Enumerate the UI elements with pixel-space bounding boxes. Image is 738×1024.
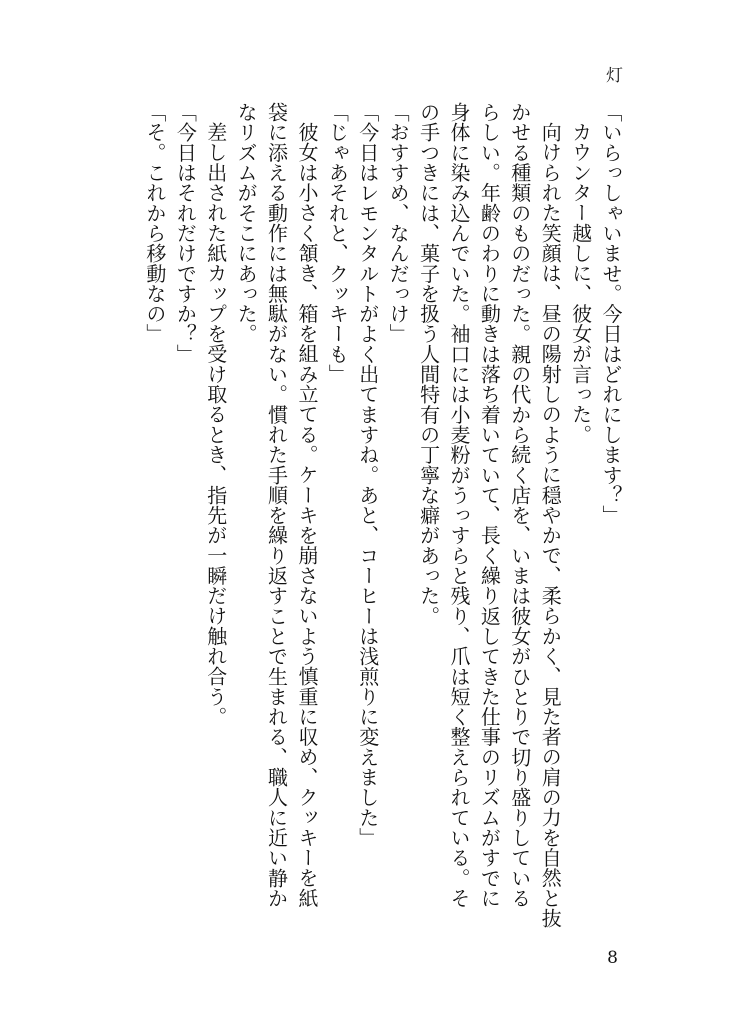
running-title: 灯 (602, 66, 622, 85)
body-text (106, 102, 626, 932)
text-line-4: かせる種類のものだった。親の代から続く店を、いまは彼女がひとりで切り盛りしている (507, 102, 532, 908)
text-line-6: 身体に染み込んでいた。袖口には小麦粉がうっすらと残り、爪は短く整えられている。そ (446, 102, 471, 908)
text-line-7: の手つきには、菓子を扱う人間特有の丁寧な癖があった。 (416, 102, 441, 626)
text-line-1: 「いらっしゃいませ。今日はどれにします？」 (599, 102, 623, 526)
text-line-13: なリズムがそこにあった。 (234, 102, 259, 344)
text-line-8: 「おすすめ、なんだっけ」 (386, 102, 411, 344)
page-number: 8 (607, 948, 618, 968)
text-line-2: カウンター越しに、彼女が言った。 (568, 122, 593, 445)
text-line-15: 「今日はそれだけですか？」 (173, 102, 198, 364)
text-line-12: 袋に添える動作には無駄がない。慣れた手順を繰り返すことで生まれる、職人に近い静か (264, 102, 289, 908)
text-line-11: 彼女は小さく頷き、箱を組み立てる。ケーキを崩さないよう慎重に収め、クッキーを紙 (294, 122, 319, 908)
text-line-16: 「そ。これから移動なの」 (142, 102, 167, 344)
text-line-10: 「じゃあそれと、クッキーも」 (325, 102, 350, 385)
text-line-5: らしい。年齢のわりに動きは落ち着いていて、長く繰り返してきた仕事のリズムがすでに (477, 102, 502, 908)
text-line-9: 「今日はレモンタルトがよく出てますね。あと、コーヒーは浅煎りに変えました」 (355, 102, 380, 848)
text-line-3: 向けられた笑顔は、昼の陽射しのように穏やかで、柔らかく、見た者の肩の力を自然と抜 (538, 122, 563, 928)
text-line-14: 差し出された紙カップを受け取るとき、指先が一瞬だけ触れ合う。 (203, 122, 228, 727)
